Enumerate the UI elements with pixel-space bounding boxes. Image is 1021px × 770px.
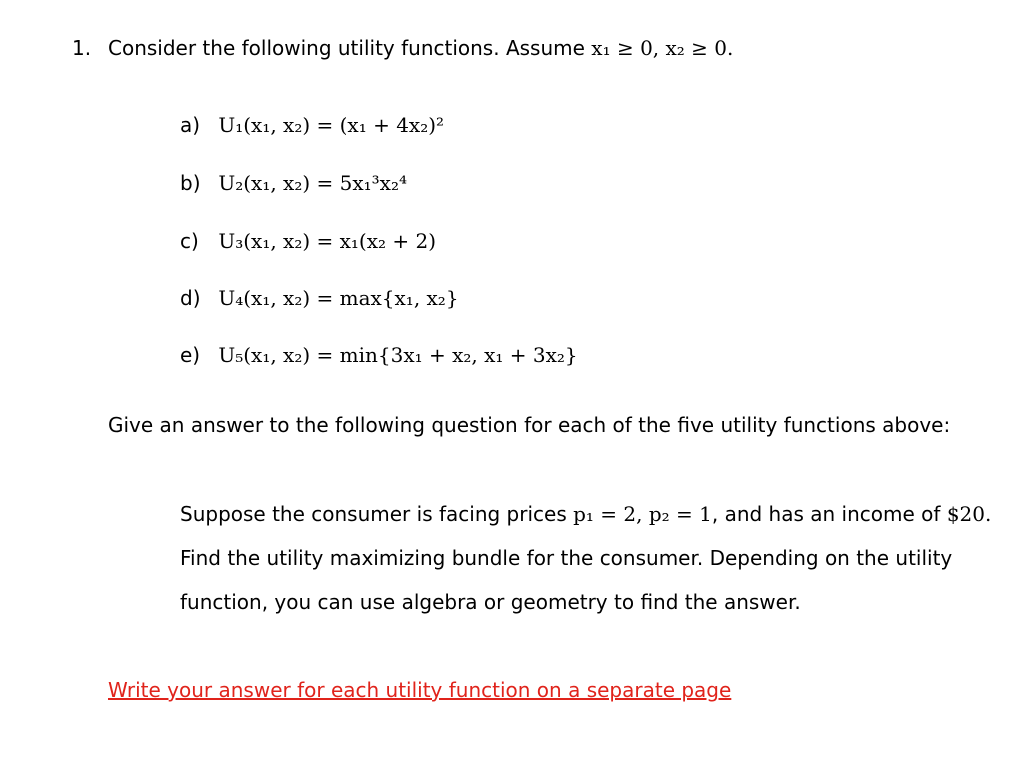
item-label: c) xyxy=(180,229,199,253)
item-label: e) xyxy=(180,343,201,367)
question-intro-math: x₁ ≥ 0, x₂ ≥ 0. xyxy=(591,36,734,60)
task-line-1 xyxy=(180,502,991,526)
item-rhs: x₁(x₂ + 2) xyxy=(339,229,437,253)
item-lhs: U₄(x₁, x₂) = xyxy=(218,286,334,310)
item-lhs: U₁(x₁, x₂) = xyxy=(218,113,334,137)
question-number: 1. xyxy=(72,36,92,60)
item-rhs: min{3x₁ + x₂, x₁ + 3x₂} xyxy=(339,343,578,367)
task-line-3: function, you can use algebra or geometry to find the answer. xyxy=(180,590,801,614)
instruction-text: Give an answer to the following question for each of the five utility functions above: xyxy=(108,413,951,437)
utility-item-b xyxy=(180,171,407,195)
item-lhs: U₅(x₁, x₂) = xyxy=(218,343,334,367)
price-math: p₁ = 2, p₂ = 1 xyxy=(573,502,712,526)
separate-page-note: Write your answer for each utility function on a separate page xyxy=(108,678,732,702)
item-label: b) xyxy=(180,171,201,195)
cut-off-next-line xyxy=(0,762,1021,770)
item-rhs: max{x₁, x₂} xyxy=(339,286,459,310)
item-label: d) xyxy=(180,286,201,310)
item-rhs: (x₁ + 4x₂)² xyxy=(339,113,445,137)
utility-item-c xyxy=(180,229,436,253)
utility-item-a xyxy=(180,113,444,137)
item-lhs: U₂(x₁, x₂) = xyxy=(218,171,334,195)
task-line-1-text: Suppose the consumer is facing prices xyxy=(180,502,567,526)
utility-item-e xyxy=(180,343,578,367)
question-intro xyxy=(108,36,733,60)
task-line-2: Find the utility maximizing bundle for the consumer. Depending on the utility xyxy=(180,546,953,570)
utility-item-d xyxy=(180,286,459,310)
item-lhs: U₃(x₁, x₂) = xyxy=(218,229,334,253)
question-intro-text: Consider the following utility functions. Assume xyxy=(108,36,585,60)
item-label: a) xyxy=(180,113,201,137)
task-line-1-tail: , and has an income of xyxy=(711,502,941,526)
item-rhs: 5x₁³x₂⁴ xyxy=(339,171,407,195)
income-value: $20. xyxy=(946,502,992,526)
